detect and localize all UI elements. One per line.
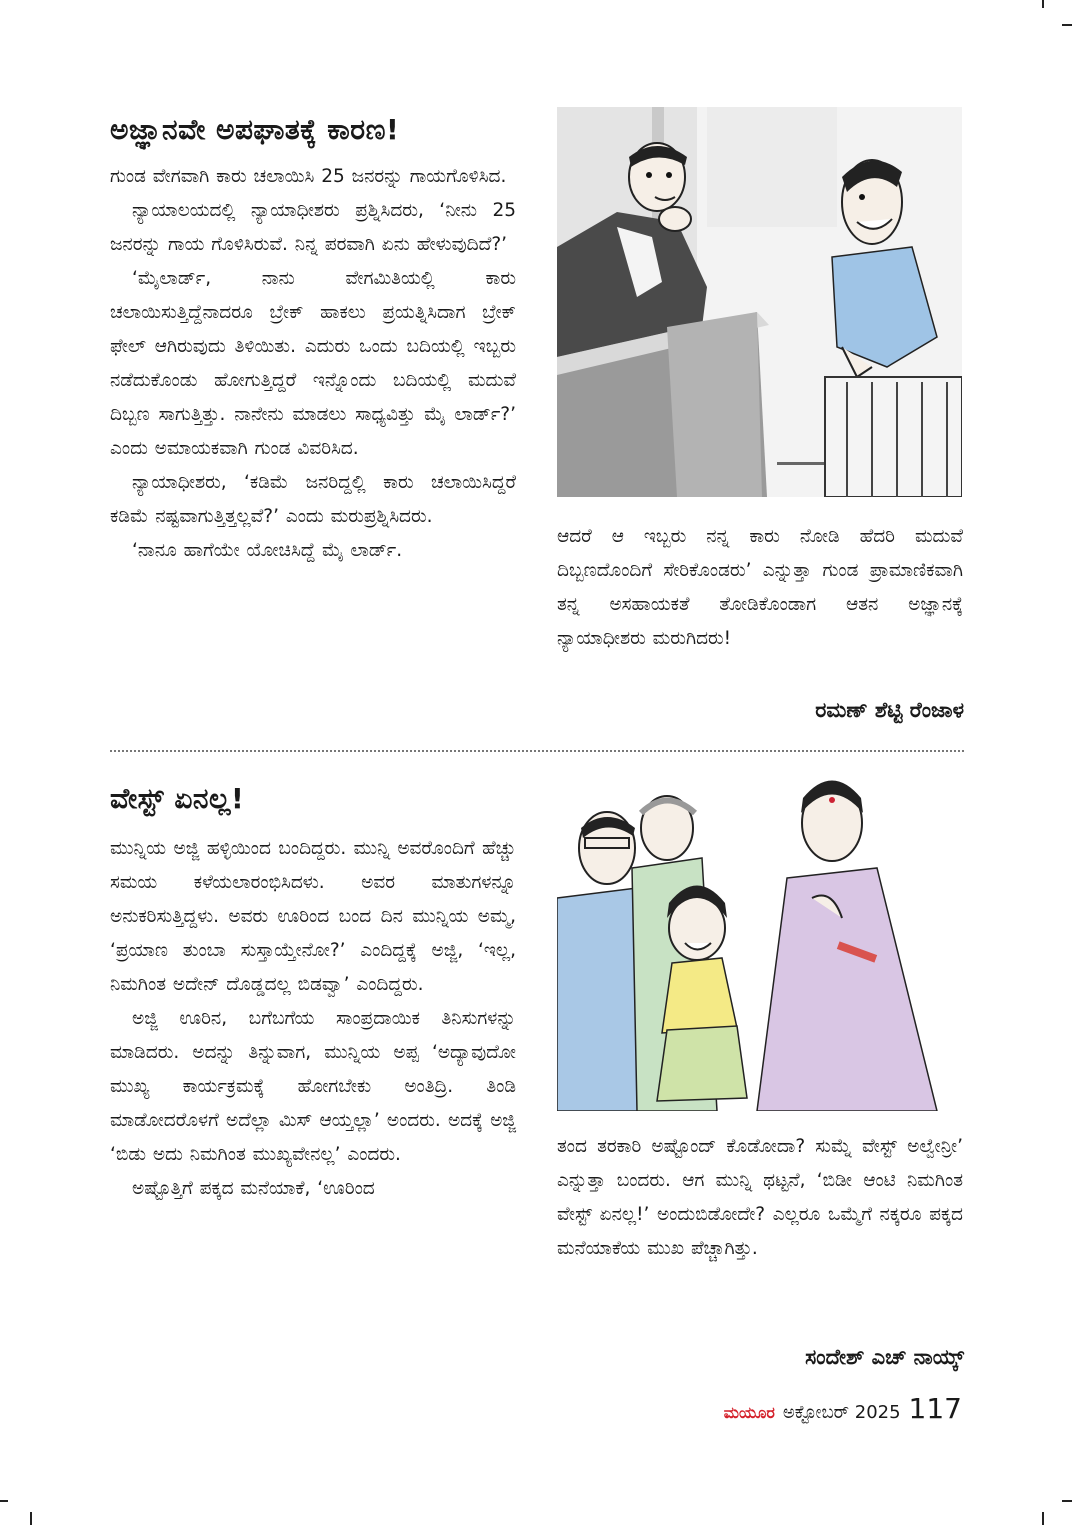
story2-left-column	[110, 832, 516, 1206]
story1-paragraph: ‘ಮೈಲಾರ್ಡ್, ನಾನು ವೇಗಮಿತಿಯಲ್ಲಿ ಕಾರು ಚಲಾಯಿಸುತ್ತಿದ್ದೆನಾದರೂ ಬ್ರೇಕ್ ಹಾಕಲು ಪ್ರಯತ್ನಿಸಿದಾಗ ಬ್ರೇಕ್ ಫೇಲ್ ಆಗಿರುವುದು ತಿಳಿಯಿತು. ಎದುರು ಒಂದು ಬದಿಯಲ್ಲಿ ಇಬ್ಬರು ನಡೆದುಕೊಂಡು ಹೋಗುತ್ತಿದ್ದರೆ ಇನ್ನೊಂದು ಬದಿಯಲ್ಲಿ ಮದುವೆ ದಿಬ್ಬಣ ಸಾಗುತ್ತಿತ್ತು. ನಾನೇನು ಮಾಡಲು ಸಾಧ್ಯವಿತ್ತು ಮೈ ಲಾರ್ಡ್?’ ಎಂದು ಅಮಾಯಕವಾಗಿ ಗುಂಡ ವಿವರಿಸಿದ.	[110, 268, 516, 459]
crop-mark	[1042, 0, 1044, 8]
magazine-name: ಮಯೂರ	[723, 1403, 775, 1422]
crop-mark	[1062, 24, 1072, 26]
family-cartoon-drawing	[557, 768, 962, 1111]
story1-right-column	[557, 520, 963, 656]
story2-right-column	[557, 1130, 963, 1266]
story1-paragraph: ನ್ಯಾಯಾಲಯದಲ್ಲಿ ನ್ಯಾಯಾಧೀಶರು ಪ್ರಶ್ನಿಸಿದರು, ‘ನೀನು 25 ಜನರನ್ನು ಗಾಯ ಗೊಳಿಸಿರುವೆ. ನಿನ್ನ ಪರವಾಗಿ ಏನು ಹೇಳುವುದಿದೆ?’	[110, 200, 516, 255]
story1-paragraph-continued: ಆದರೆ ಆ ಇಬ್ಬರು ನನ್ನ ಕಾರು ನೋಡಿ ಹೆದರಿ ಮದುವೆ ದಿಬ್ಬಣದೊಂದಿಗೆ ಸೇರಿಕೊಂಡರು’ ಎನ್ನುತ್ತಾ ಗುಂಡ ಪ್ರಾಮಾಣಿಕವಾಗಿ ತನ್ನ ಅಸಹಾಯಕತೆ ತೋಡಿಕೊಂಡಾಗ ಆತನ ಅಜ್ಞಾನಕ್ಕೆ ನ್ಯಾಯಾಧೀಶರು ಮರುಗಿದರು!	[557, 526, 963, 649]
crop-mark	[1042, 1512, 1044, 1525]
story2-paragraph: ಮುನ್ನಿಯ ಅಜ್ಜಿ ಹಳ್ಳಿಯಿಂದ ಬಂದಿದ್ದರು. ಮುನ್ನಿ ಅವರೊಂದಿಗೆ ಹೆಚ್ಚು ಸಮಯ ಕಳೆಯಲಾರಂಭಿಸಿದಳು. ಅವರ ಮಾತುಗಳನ್ನೂ ಅನುಕರಿಸುತ್ತಿದ್ದಳು. ಅವರು ಊರಿಂದ ಬಂದ ದಿನ ಮುನ್ನಿಯ ಅಮ್ಮ, ‘ಪ್ರಯಾಣ ತುಂಬಾ ಸುಸ್ತಾಯ್ತೇನೋ?’ ಎಂದಿದ್ದಕ್ಕೆ ಅಜ್ಜಿ, ‘ಇಲ್ಲ, ನಿಮಗಿಂತ ಅದೇನ್ ದೊಡ್ಡದಲ್ಲ ಬಿಡವ್ವಾ’ ಎಂದಿದ್ದರು.	[110, 838, 516, 995]
story1-author: ರಮಣ್ ಶೆಟ್ಟಿ ರೆಂಜಾಳ	[815, 698, 964, 722]
page-footer	[724, 1392, 962, 1425]
story1-paragraph: ನ್ಯಾಯಾಧೀಶರು, ‘ಕಡಿಮೆ ಜನರಿದ್ದಲ್ಲಿ ಕಾರು ಚಲಾಯಿಸಿದ್ದರೆ ಕಡಿಮೆ ನಷ್ಟವಾಗುತ್ತಿತ್ತಲ್ಲವೆ?’ ಎಂದು ಮರುಪ್ರಶ್ನಿಸಿದರು.	[110, 472, 516, 527]
story2-paragraph: ಅಷ್ಟೊತ್ತಿಗೆ ಪಕ್ಕದ ಮನೆಯಾಕೆ, ‘ಊರಿಂದ	[132, 1178, 375, 1199]
story1-paragraph: ‘ನಾನೂ ಹಾಗೆಯೇ ಯೋಚಿಸಿದ್ದೆ ಮೈ ಲಾರ್ಡ್.	[132, 540, 403, 561]
story1-title: ಅಜ್ಞಾನವೇ ಅಪಘಾತಕ್ಕೆ ಕಾರಣ!	[110, 113, 400, 146]
story2-title: ವೇಸ್ಟ್ ಏನಲ್ಲ!	[110, 782, 245, 815]
crop-mark	[1062, 1500, 1072, 1502]
story1-paragraph: ಗುಂಡ ವೇಗವಾಗಿ ಕಾರು ಚಲಾಯಿಸಿ 25 ಜನರನ್ನು ಗಾಯಗೊಳಿಸಿದ.	[110, 166, 507, 187]
story2-paragraph-continued: ತಂದ ತರಕಾರಿ ಅಷ್ಟೊಂದ್ ಕೊಡೋದಾ? ಸುಮ್ನೆ ವೇಸ್ಟ್ ಅಲ್ವೇನ್ರೀ’ ಎನ್ನುತ್ತಾ ಬಂದರು. ಆಗ ಮುನ್ನಿ ಥಟ್ಟನೆ, ‘ಬಿಡೀ ಆಂಟಿ ನಿಮಗಿಂತ ವೇಸ್ಟ್ ಏನಲ್ಲ!’ ಅಂದುಬಿಡೋದೇ? ಎಲ್ಲರೂ ಒಮ್ಮೆಗೆ ನಕ್ಕರೂ ಪಕ್ಕದ ಮನೆಯಾಕೆಯ ಮುಖ ಪೆಚ್ಚಾಗಿತ್ತು.	[557, 1136, 963, 1259]
story-divider	[110, 750, 964, 752]
story2-paragraph: ಅಜ್ಜಿ ಊರಿನ, ಬಗೆಬಗೆಯ ಸಾಂಪ್ರದಾಯಿಕ ತಿನಿಸುಗಳನ್ನು ಮಾಡಿದರು. ಅದನ್ನು ತಿನ್ನುವಾಗ, ಮುನ್ನಿಯ ಅಪ್ಪ ‘ಅದ್ಯಾವುದೋ ಮುಖ್ಯ ಕಾರ್ಯಕ್ರಮಕ್ಕೆ ಹೋಗಬೇಕು ಅಂತಿದ್ರಿ. ತಿಂಡಿ ಮಾಡೋದರೊಳಗೆ ಅದೆಲ್ಲಾ ಮಿಸ್ ಆಯ್ತಲ್ಲಾ’ ಅಂದರು. ಅದಕ್ಕೆ ಅಜ್ಜಿ ‘ಬಿಡು ಅದು ನಿಮಗಿಂತ ಮುಖ್ಯವೇನಲ್ಲ’ ಎಂದರು.	[110, 1008, 516, 1165]
crop-mark	[0, 1500, 8, 1502]
story2-author: ಸಂದೇಶ್ ಎಚ್ ನಾಯ್ಕ್	[805, 1345, 964, 1369]
issue-date: ಅಕ್ಟೋಬರ್ 2025	[782, 1402, 901, 1423]
page-number: 117	[908, 1392, 962, 1425]
courtroom-cartoon	[557, 107, 962, 497]
story1-left-column	[110, 160, 516, 568]
courtroom-cartoon-drawing	[557, 107, 962, 497]
crop-mark	[30, 1512, 32, 1525]
family-cartoon	[557, 768, 962, 1111]
